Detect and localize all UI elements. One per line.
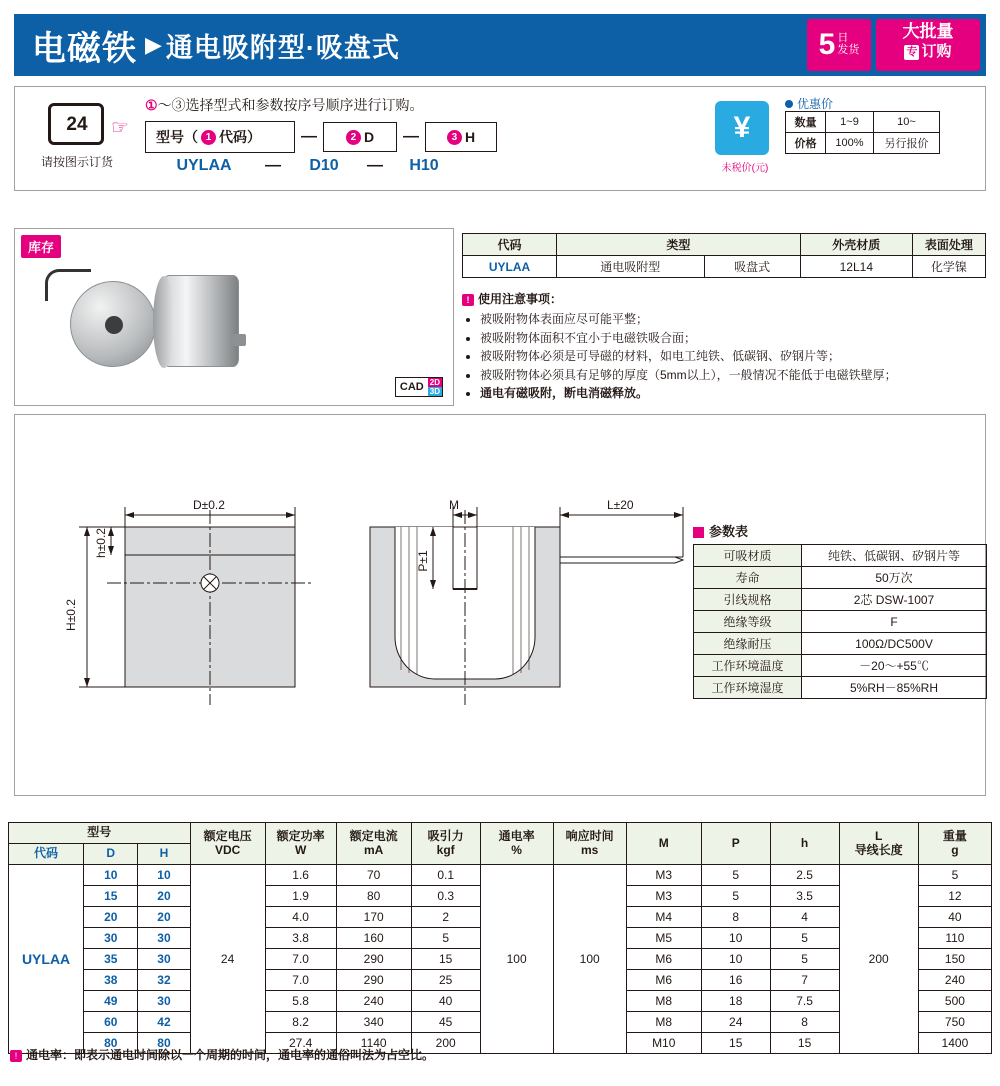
cad-2d-label: 2D bbox=[429, 378, 440, 387]
dim-label-M: M bbox=[449, 498, 459, 512]
cell-surface-treatment: 化学镍 bbox=[912, 256, 985, 278]
cell-force: 45 bbox=[411, 1012, 480, 1033]
th-force-unit: kgf bbox=[436, 842, 455, 857]
cell-power: 4.0 bbox=[265, 907, 336, 928]
dim-label-H: H±0.2 bbox=[64, 599, 78, 631]
price-qty-1: 1~9 bbox=[826, 112, 874, 133]
badge-bulk-line2 bbox=[880, 42, 976, 62]
code-cell-h-label: H bbox=[464, 129, 476, 145]
param-key: 绝缘等级 bbox=[694, 611, 802, 633]
cell-model-code: UYLAA bbox=[9, 865, 84, 1054]
cell-power: 3.8 bbox=[265, 928, 336, 949]
cell-h: 4 bbox=[770, 907, 839, 928]
cell-subtype: 吸盘式 bbox=[704, 256, 800, 278]
cell-weight: 110 bbox=[918, 928, 991, 949]
table-header-row bbox=[463, 234, 986, 256]
cell-h: 15 bbox=[770, 1033, 839, 1054]
th-weight bbox=[918, 823, 991, 865]
badge-days-number: 5 bbox=[818, 28, 836, 61]
price-table bbox=[785, 111, 940, 154]
cell-power: 1.6 bbox=[265, 865, 336, 886]
cell-weight: 12 bbox=[918, 886, 991, 907]
th-duty-label: 通电率 bbox=[498, 828, 535, 843]
dim-label-L: L±20 bbox=[607, 498, 634, 512]
th-shell-material: 外壳材质 bbox=[800, 234, 912, 256]
product-image-side bbox=[163, 275, 239, 367]
cell-h: 7 bbox=[770, 970, 839, 991]
cell-P: 5 bbox=[701, 886, 770, 907]
circle-num-1: 1 bbox=[201, 130, 216, 145]
th-duty-unit: % bbox=[511, 842, 522, 857]
price-title bbox=[785, 95, 833, 112]
badge-bulk-mini: 专 bbox=[906, 46, 918, 59]
table-row bbox=[463, 256, 986, 278]
cell-P: 15 bbox=[701, 1033, 770, 1054]
cell-D: 35 bbox=[84, 949, 138, 970]
cell-D: 20 bbox=[84, 907, 138, 928]
page-title: 电磁铁 bbox=[32, 29, 137, 68]
param-key: 可吸材质 bbox=[694, 545, 802, 567]
cell-force: 0.1 bbox=[411, 865, 480, 886]
product-photo-box bbox=[14, 228, 454, 406]
product-image-front bbox=[70, 281, 156, 367]
specification-table bbox=[8, 822, 992, 1054]
cell-power: 5.8 bbox=[265, 991, 336, 1012]
th-rated-power bbox=[265, 823, 336, 865]
yen-icon: ¥ bbox=[715, 101, 769, 155]
usage-notes-title-text: 使用注意事项： bbox=[478, 292, 563, 306]
order-code-builder bbox=[145, 95, 705, 175]
cell-P: 10 bbox=[701, 949, 770, 970]
param-value: 100Ω/DC500V bbox=[802, 633, 987, 655]
th-rated-current-unit: mA bbox=[364, 842, 384, 857]
table-row bbox=[694, 589, 987, 611]
badge-bulk-order bbox=[876, 19, 980, 71]
cell-current: 240 bbox=[336, 991, 411, 1012]
example-dash-2: — bbox=[367, 157, 383, 174]
cell-h: 2.5 bbox=[770, 865, 839, 886]
cell-force: 2 bbox=[411, 907, 480, 928]
cell-P: 24 bbox=[701, 1012, 770, 1033]
phone-order-note: 请按图示订货 bbox=[40, 155, 113, 169]
footer-note-bold: 通电率： bbox=[26, 1048, 75, 1062]
cell-current: 290 bbox=[336, 949, 411, 970]
cell-M: M5 bbox=[626, 928, 701, 949]
cell-D: 10 bbox=[84, 865, 138, 886]
cell-P: 10 bbox=[701, 928, 770, 949]
th-type: 类型 bbox=[557, 234, 801, 256]
cell-M: M8 bbox=[626, 1012, 701, 1033]
dim-label-h: h±0.2 bbox=[94, 528, 108, 558]
stock-badge: 库存 bbox=[21, 235, 61, 258]
th-rated-power-label: 额定功率 bbox=[276, 828, 325, 843]
price-title-text: 优惠价 bbox=[797, 97, 834, 111]
param-key: 引线规格 bbox=[694, 589, 802, 611]
badge-days-ship: 发货 bbox=[837, 44, 860, 56]
cell-h: 3.5 bbox=[770, 886, 839, 907]
list-item-bold: • 通电有磁吸附，断电消磁释放。 bbox=[480, 384, 986, 403]
page-header bbox=[14, 14, 986, 76]
th-rated-voltage-label: 额定电压 bbox=[203, 828, 252, 843]
cell-P: 8 bbox=[701, 907, 770, 928]
cell-P: 5 bbox=[701, 865, 770, 886]
cell-force: 200 bbox=[411, 1033, 480, 1054]
pointing-hand-icon: ☞ bbox=[111, 117, 129, 139]
order-instruction-bar bbox=[14, 86, 986, 191]
cell-current: 170 bbox=[336, 907, 411, 928]
table-row bbox=[694, 545, 987, 567]
example-dash-1: — bbox=[265, 157, 281, 174]
cell-M: M10 bbox=[626, 1033, 701, 1054]
table-row bbox=[9, 865, 992, 886]
cad-3d-label: 3D bbox=[429, 387, 440, 396]
price-qty-label: 数量 bbox=[786, 112, 826, 133]
cell-M: M4 bbox=[626, 907, 701, 928]
param-key: 寿命 bbox=[694, 567, 802, 589]
cell-code: UYLAA bbox=[463, 256, 557, 278]
bullet-dot-icon bbox=[785, 100, 793, 108]
cell-power: 27.4 bbox=[265, 1033, 336, 1054]
cell-H: 32 bbox=[138, 970, 190, 991]
cell-power: 7.0 bbox=[265, 970, 336, 991]
cell-weight: 5 bbox=[918, 865, 991, 886]
info-icon: ! bbox=[10, 1050, 22, 1062]
price-qty-2: 10~ bbox=[874, 112, 940, 133]
cell-power: 1.9 bbox=[265, 886, 336, 907]
th-rated-current bbox=[336, 823, 411, 865]
param-key: 绝缘耐压 bbox=[694, 633, 802, 655]
cell-H: 30 bbox=[138, 991, 190, 1012]
th-response-unit: ms bbox=[580, 842, 599, 857]
square-marker-icon bbox=[693, 527, 704, 538]
th-weight-unit: g bbox=[951, 842, 959, 857]
usage-notes-list bbox=[462, 310, 986, 403]
table-row bbox=[694, 633, 987, 655]
th-response bbox=[553, 823, 626, 865]
cad-label: CAD bbox=[399, 381, 424, 393]
th-L-label: L bbox=[874, 828, 883, 843]
cell-D: 60 bbox=[84, 1012, 138, 1033]
usage-notes bbox=[462, 290, 986, 403]
price-value-label: 价格 bbox=[786, 133, 826, 154]
cell-P: 16 bbox=[701, 970, 770, 991]
th-surface-treatment: 表面处理 bbox=[912, 234, 985, 256]
cell-H: 80 bbox=[138, 1033, 190, 1054]
cell-H: 20 bbox=[138, 886, 190, 907]
example-d: D10 bbox=[309, 157, 339, 174]
footer-note bbox=[10, 1046, 990, 1063]
th-rated-power-unit: W bbox=[294, 842, 307, 857]
th-H: H bbox=[138, 844, 190, 865]
price-value-1: 100% bbox=[826, 133, 874, 154]
cell-M: M6 bbox=[626, 949, 701, 970]
param-value: F bbox=[802, 611, 987, 633]
order-note-first-num: ① bbox=[145, 97, 158, 113]
triangle-icon: ▶ bbox=[145, 32, 162, 57]
th-P: P bbox=[701, 823, 770, 865]
cell-D: 30 bbox=[84, 928, 138, 949]
cell-weight: 240 bbox=[918, 970, 991, 991]
cell-current: 1140 bbox=[336, 1033, 411, 1054]
price-tax-note: 未税价(元) bbox=[721, 163, 769, 174]
spec-table-body bbox=[9, 865, 992, 1054]
header-badges bbox=[807, 19, 980, 71]
cell-P: 18 bbox=[701, 991, 770, 1012]
cad-download-badge[interactable] bbox=[395, 377, 443, 397]
code-cell-d-label: D bbox=[363, 129, 375, 145]
th-M: M bbox=[626, 823, 701, 865]
cell-current: 70 bbox=[336, 865, 411, 886]
cell-force: 15 bbox=[411, 949, 480, 970]
cell-current: 340 bbox=[336, 1012, 411, 1033]
cell-D: 15 bbox=[84, 886, 138, 907]
cell-D: 38 bbox=[84, 970, 138, 991]
cell-weight: 150 bbox=[918, 949, 991, 970]
cell-weight: 500 bbox=[918, 991, 991, 1012]
circle-num-3: 3 bbox=[447, 130, 462, 145]
th-weight-label: 重量 bbox=[942, 828, 967, 843]
dash-2: — bbox=[403, 128, 419, 145]
technical-drawing-box bbox=[14, 414, 986, 796]
list-item: • 被吸附物体必须是可导磁的材料，如电工纯铁、低碳钢、矽钢片等； bbox=[480, 347, 986, 366]
list-item: • 被吸附物体表面应尽可能平整； bbox=[480, 310, 986, 329]
code-cell-h[interactable] bbox=[425, 122, 497, 152]
th-code: 代码 bbox=[9, 844, 84, 865]
th-h: h bbox=[770, 823, 839, 865]
list-item: • 被吸附物体必须具有足够的厚度（5mm以上），一般情况不能低于电磁铁壁厚； bbox=[480, 366, 986, 385]
table-row bbox=[694, 567, 987, 589]
cell-H: 30 bbox=[138, 928, 190, 949]
cell-force: 5 bbox=[411, 928, 480, 949]
param-value: 纯铁、低碳钢、矽钢片等 bbox=[802, 545, 987, 567]
cell-current: 80 bbox=[336, 886, 411, 907]
cell-force: 40 bbox=[411, 991, 480, 1012]
code-cell-model[interactable] bbox=[145, 121, 295, 153]
example-h: H10 bbox=[409, 157, 439, 174]
cell-H: 10 bbox=[138, 865, 190, 886]
cell-h: 8 bbox=[770, 1012, 839, 1033]
table-header-row bbox=[9, 823, 992, 844]
cell-weight: 40 bbox=[918, 907, 991, 928]
badge-days-unit: 日 bbox=[837, 32, 849, 45]
parameter-table-block bbox=[693, 521, 987, 699]
table-row bbox=[694, 611, 987, 633]
table-row bbox=[694, 677, 987, 699]
page-subtitle: 通电吸附型·吸盘式 bbox=[165, 32, 400, 63]
cell-type: 通电吸附型 bbox=[557, 256, 705, 278]
dash-1: — bbox=[301, 128, 317, 145]
dim-label-P: P±1 bbox=[416, 550, 430, 572]
th-D: D bbox=[84, 844, 138, 865]
param-value: －20～+55℃ bbox=[802, 655, 987, 677]
parameter-table-title bbox=[693, 521, 987, 540]
cell-power: 7.0 bbox=[265, 949, 336, 970]
param-value: 2芯 DSW-1007 bbox=[802, 589, 987, 611]
th-L bbox=[839, 823, 918, 865]
badge-bulk-order-text: 订购 bbox=[921, 43, 952, 61]
cell-L: 200 bbox=[839, 865, 918, 1054]
cell-response: 100 bbox=[553, 865, 626, 1054]
th-rated-voltage bbox=[190, 823, 265, 865]
parameter-table bbox=[693, 544, 987, 699]
order-note bbox=[145, 95, 705, 115]
th-force-label: 吸引力 bbox=[427, 828, 464, 843]
code-row bbox=[145, 121, 705, 153]
th-code: 代码 bbox=[463, 234, 557, 256]
cell-power: 8.2 bbox=[265, 1012, 336, 1033]
cell-weight: 1400 bbox=[918, 1033, 991, 1054]
phone-24-label: 24 bbox=[66, 114, 88, 135]
cell-M: M3 bbox=[626, 865, 701, 886]
code-model-label: 型号（ bbox=[156, 129, 198, 145]
th-model: 型号 bbox=[9, 823, 191, 844]
cell-M: M6 bbox=[626, 970, 701, 991]
cell-h: 7.5 bbox=[770, 991, 839, 1012]
footer-note-text: 即表示通电时间除以一个周期的时间，通电率的通俗叫法为占空比。 bbox=[74, 1048, 435, 1062]
cell-current: 160 bbox=[336, 928, 411, 949]
badge-5-day-shipping bbox=[807, 19, 871, 71]
cell-shell-material: 12L14 bbox=[800, 256, 912, 278]
cell-H: 30 bbox=[138, 949, 190, 970]
cell-H: 20 bbox=[138, 907, 190, 928]
cell-D: 80 bbox=[84, 1033, 138, 1054]
cell-h: 5 bbox=[770, 928, 839, 949]
usage-notes-title bbox=[462, 290, 986, 307]
example-model: UYLAA bbox=[176, 157, 232, 174]
cell-force: 0.3 bbox=[411, 886, 480, 907]
price-block bbox=[715, 95, 980, 183]
th-force bbox=[411, 823, 480, 865]
cell-current: 290 bbox=[336, 970, 411, 991]
parameter-table-title-text: 参数表 bbox=[709, 524, 749, 539]
cell-M: M8 bbox=[626, 991, 701, 1012]
th-response-label: 响应时间 bbox=[565, 828, 614, 843]
cell-h: 5 bbox=[770, 949, 839, 970]
cell-duty: 100 bbox=[480, 865, 553, 1054]
cell-M: M3 bbox=[626, 886, 701, 907]
cell-force: 25 bbox=[411, 970, 480, 991]
warning-icon: ! bbox=[462, 294, 474, 306]
table-row bbox=[694, 655, 987, 677]
code-example-row bbox=[145, 157, 705, 175]
th-L-unit: 导线长度 bbox=[854, 842, 903, 857]
list-item: • 被吸附物体面积不宜小于电磁铁吸合面； bbox=[480, 329, 986, 348]
param-value: 50万次 bbox=[802, 567, 987, 589]
th-rated-current-label: 额定电流 bbox=[349, 828, 398, 843]
param-key: 工作环境温度 bbox=[694, 655, 802, 677]
code-cell-d[interactable] bbox=[323, 122, 397, 152]
code-model-label-end: 代码） bbox=[219, 129, 261, 145]
code-type-table bbox=[462, 233, 986, 278]
param-value: 5%RH－85%RH bbox=[802, 677, 987, 699]
th-rated-voltage-unit: VDC bbox=[214, 842, 241, 857]
th-duty bbox=[480, 823, 553, 865]
cell-D: 49 bbox=[84, 991, 138, 1012]
circle-num-2: 2 bbox=[346, 130, 361, 145]
badge-bulk-line1: 大批量 bbox=[902, 22, 954, 41]
cell-weight: 750 bbox=[918, 1012, 991, 1033]
dim-label-D: D±0.2 bbox=[193, 498, 225, 512]
phone-24h-icon bbox=[42, 95, 112, 151]
cell-H: 42 bbox=[138, 1012, 190, 1033]
price-value-2: 另行报价 bbox=[874, 133, 940, 154]
order-note-text: ～③选择型式和参数按序号顺序进行订购。 bbox=[157, 97, 424, 113]
param-key: 工作环境湿度 bbox=[694, 677, 802, 699]
cell-voltage: 24 bbox=[190, 865, 265, 1054]
